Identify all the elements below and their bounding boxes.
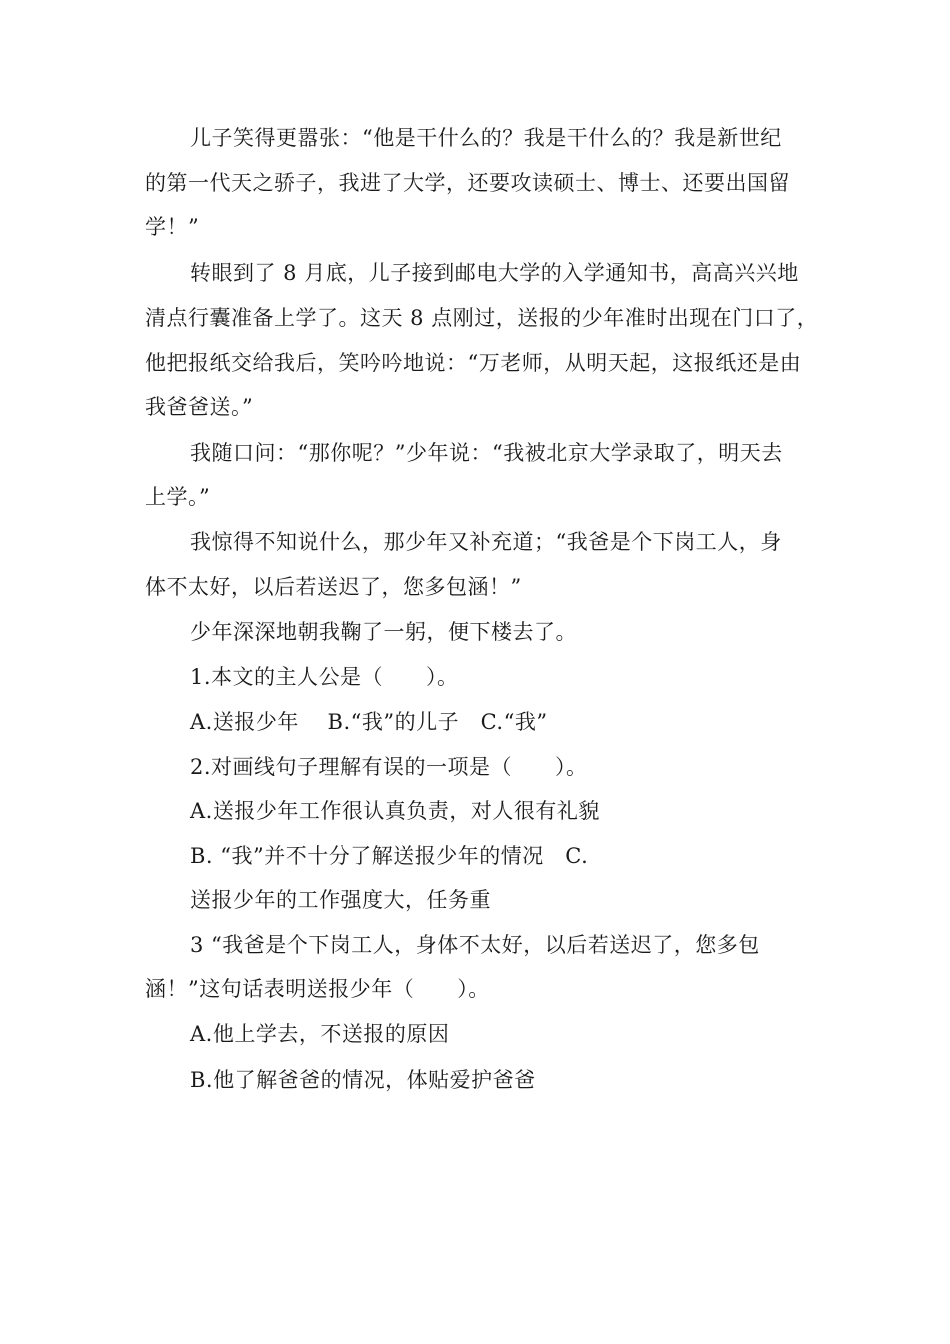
- paragraph-line: 我惊得不知说什么，那少年又补充道；“我爸是个下岗工人，身: [190, 530, 782, 554]
- question-2-option-c: 送报少年的工作强度大，任务重: [190, 888, 491, 912]
- question-3-cont: 涵！”这句话表明送报少年（ ）。: [145, 977, 490, 1001]
- question-1-options: A.送报少年 B.“我”的儿子 C.“我”: [190, 710, 548, 734]
- paragraph-line: 我随口问：“那你呢？”少年说：“我被北京大学录取了，明天去: [190, 441, 783, 465]
- paragraph-line: 上学。”: [145, 485, 211, 509]
- paragraph-line: 转眼到了 8 月底，儿子接到邮电大学的入学通知书，高高兴兴地: [190, 261, 799, 285]
- paragraph-line: 体不太好，以后若送迟了，您多包涵！”: [145, 575, 522, 599]
- paragraph-line: 学！”: [145, 215, 200, 239]
- paragraph-line: 的第一代天之骄子，我进了大学，还要攻读硕士、博士、还要出国留: [145, 171, 790, 195]
- question-3-option-a: A.他上学去，不送报的原因: [190, 1022, 450, 1046]
- question-3-option-b: B.他了解爸爸的情况，体贴爱护爸爸: [190, 1068, 536, 1092]
- question-2-option-a: A.送报少年工作很认真负责，对人很有礼貌: [190, 799, 600, 823]
- question-1: 1.本文的主人公是（ ）。: [190, 665, 459, 689]
- question-2-option-b: B. “我”并不十分了解送报少年的情况 C.: [190, 844, 589, 868]
- question-2: 2.对画线句子理解有误的一项是（ ）。: [190, 755, 588, 779]
- paragraph-line: 清点行囊准备上学了。这天 8 点刚过，送报的少年准时出现在门口了，: [145, 306, 819, 330]
- paragraph-line: 我爸爸送。”: [145, 395, 254, 419]
- paragraph-line: 少年深深地朝我鞠了一躬，便下楼去了。: [190, 620, 577, 644]
- question-3: 3 “我爸是个下岗工人，身体不太好，以后若送迟了，您多包: [190, 933, 760, 957]
- paragraph-line: 儿子笑得更嚣张：“他是干什么的？我是干什么的？我是新世纪: [190, 126, 782, 150]
- paragraph-line: 他把报纸交给我后，笑吟吟地说：“万老师，从明天起，这报纸还是由: [145, 351, 802, 375]
